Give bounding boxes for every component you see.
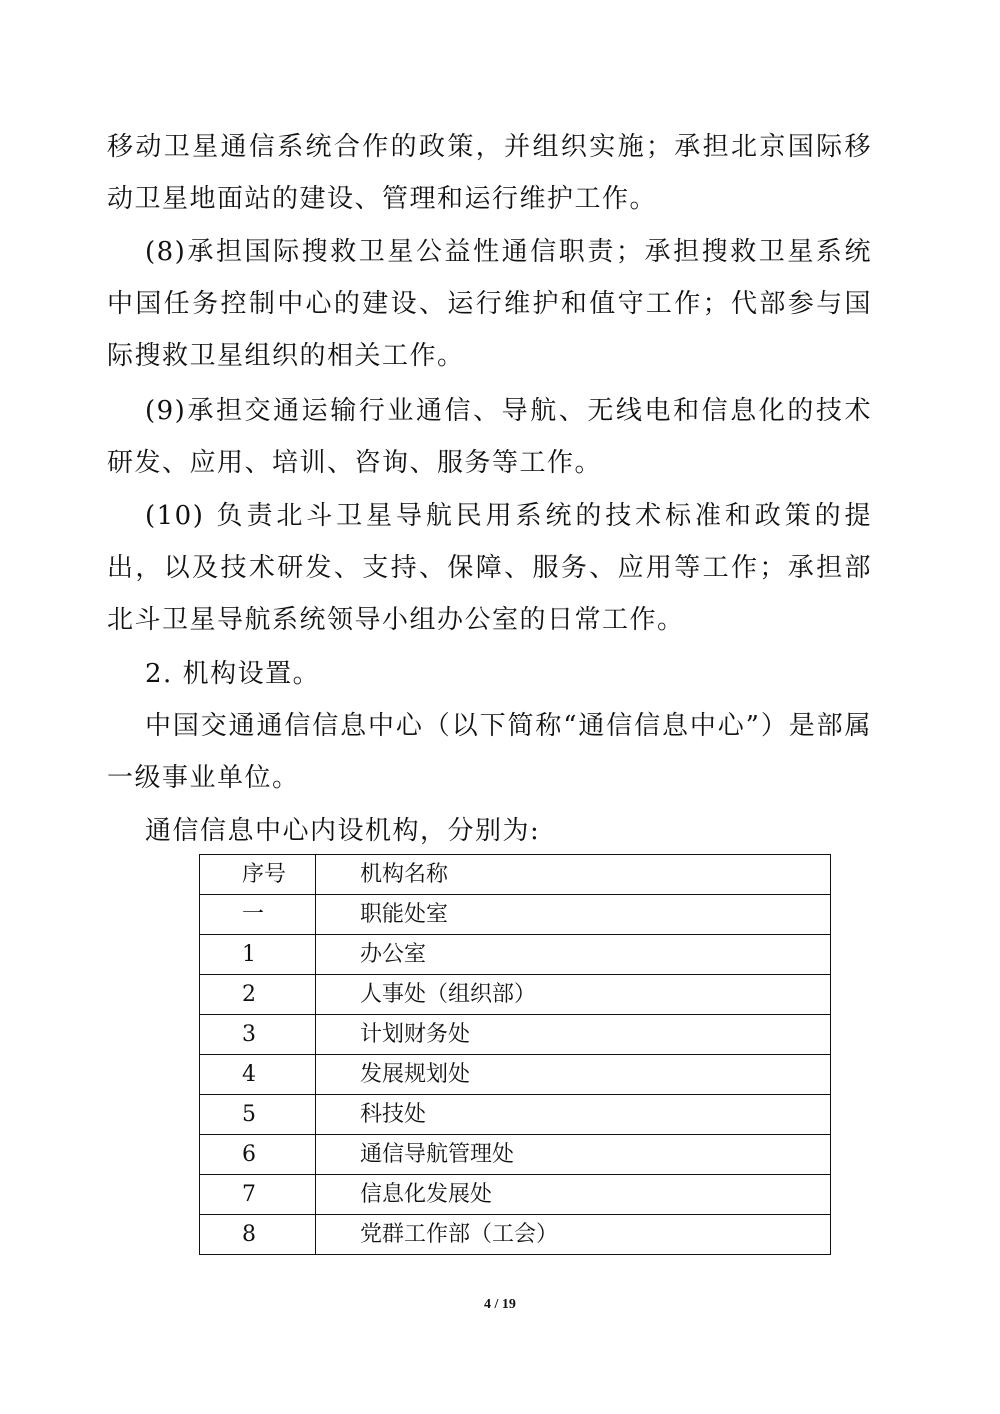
row-org-name: 党群工作部（工会） — [316, 1215, 831, 1255]
row-org-name: 人事处（组织部） — [316, 975, 831, 1015]
paragraph-item-10: (10) 负责北斗卫星导航民用系统的技术标准和政策的提出，以及技术研发、支持、保障、服务、应用等工作；承担部北斗卫星导航系统领导小组办公室的日常工作。 — [107, 501, 872, 635]
table-row — [200, 895, 831, 935]
row-serial: 4 — [200, 1055, 316, 1095]
table-row — [200, 1135, 831, 1175]
table-row — [200, 1015, 831, 1055]
row-serial: 2 — [200, 975, 316, 1015]
table-row — [200, 935, 831, 975]
table-row — [200, 1055, 831, 1095]
header-org-name: 机构名称 — [316, 855, 831, 895]
row-org-name: 职能处室 — [316, 895, 831, 935]
paragraph-item-9: (9)承担交通运输行业通信、导航、无线电和信息化的技术研发、应用、培训、咨询、服务等工作。 — [107, 396, 872, 478]
header-serial-number: 序号 — [200, 855, 316, 895]
row-serial: 一 — [200, 895, 316, 935]
row-serial: 8 — [200, 1215, 316, 1255]
row-serial: 1 — [200, 935, 316, 975]
table-row — [200, 1175, 831, 1215]
paragraph-satellite-cooperation: 移动卫星通信系统合作的政策，并组织实施；承担北京国际移动卫星地面站的建设、管理和运行维护工作。 — [107, 132, 872, 214]
row-org-name: 通信导航管理处 — [316, 1135, 831, 1175]
table-row — [200, 1215, 831, 1255]
paragraph-table-intro: 通信信息中心内设机构，分别为: — [145, 816, 541, 846]
table-header-row — [200, 855, 831, 895]
row-org-name: 科技处 — [316, 1095, 831, 1135]
row-org-name: 办公室 — [316, 935, 831, 975]
page-number-indicator: 4 / 19 — [484, 1297, 516, 1312]
org-structure-table — [199, 854, 831, 1255]
section-heading-organization: 2. 机构设置。 — [145, 659, 321, 689]
table-row — [200, 1095, 831, 1135]
table-row — [200, 975, 831, 1015]
row-serial: 5 — [200, 1095, 316, 1135]
paragraph-item-8: (8)承担国际搜救卫星公益性通信职责；承担搜救卫星系统中国任务控制中心的建设、运行维护和值守工作；代部参与国际搜救卫星组织的相关工作。 — [107, 237, 872, 371]
row-serial: 3 — [200, 1015, 316, 1055]
row-org-name: 信息化发展处 — [316, 1175, 831, 1215]
paragraph-center-intro: 中国交通通信信息中心（以下简称“通信信息中心”）是部属一级事业单位。 — [107, 711, 872, 793]
row-serial: 6 — [200, 1135, 316, 1175]
row-serial: 7 — [200, 1175, 316, 1215]
row-org-name: 计划财务处 — [316, 1015, 831, 1055]
row-org-name: 发展规划处 — [316, 1055, 831, 1095]
